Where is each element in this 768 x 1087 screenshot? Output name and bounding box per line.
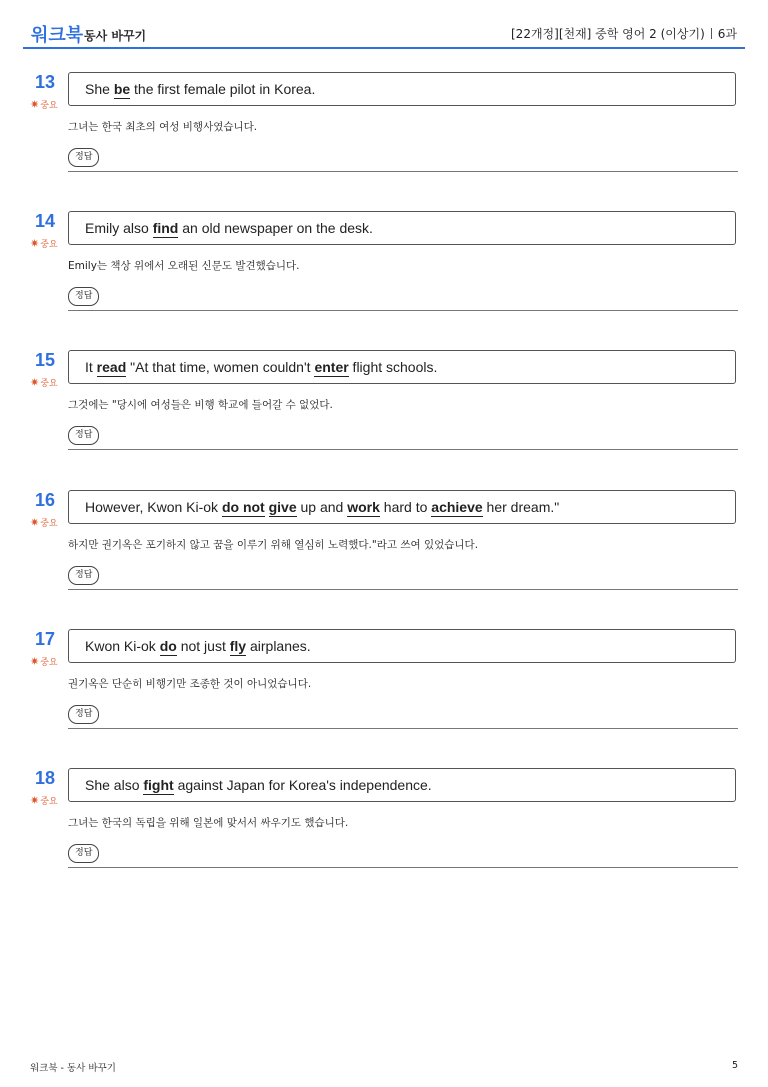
fire-icon: ✷ [30,98,40,111]
brand-title: 워크북 [31,25,84,46]
divider [68,589,738,590]
sentence-box: Kwon Ki-ok do not just fly airplanes. [68,629,736,663]
korean-translation: 그녀는 한국의 독립을 위해 일본에 맞서서 싸우기도 했습니다. [68,817,349,829]
important-label: 중요 [40,101,58,111]
question-item [28,350,738,450]
target-verb: do not [221,499,265,515]
target-verb: fight [143,777,174,793]
question-item [28,211,738,311]
divider [711,28,712,39]
target-verb: read [96,359,127,375]
important-label: 중요 [40,797,58,807]
fire-icon: ✷ [30,655,40,668]
question-item [28,490,738,590]
korean-translation: Emily는 책상 위에서 오래된 신문도 발견했습니다. [68,260,300,272]
important-badge [30,376,58,389]
answer-button[interactable]: 정답 [68,148,99,167]
question-number: 18 [34,768,56,788]
divider [68,728,738,729]
sentence-box: It read "At that time, women couldn't enter flight schools. [68,350,736,384]
question-item [28,629,738,729]
important-badge [30,98,58,111]
important-label: 중요 [40,240,58,250]
answer-button[interactable]: 정답 [68,287,99,306]
sentence-box: Emily also find an old newspaper on the desk. [68,211,736,245]
target-verb: enter [314,359,349,375]
answer-button[interactable]: 정답 [68,566,99,585]
target-verb: find [152,220,179,236]
important-label: 중요 [40,519,58,529]
korean-translation: 하지만 권기옥은 포기하지 않고 꿈을 이루기 위해 열심히 노력했다."라고 쓰여 있었습니다. [68,539,479,551]
question-item [28,768,738,868]
sentence-box: However, Kwon Ki-ok do not give up and work hard to achieve her dream." [68,490,736,524]
target-verb: do [159,638,177,654]
sentence-box: She be the first female pilot in Korea. [68,72,736,106]
important-badge [30,516,58,529]
important-badge [30,794,58,807]
sentence-box: She also fight against Japan for Korea's independence. [68,768,736,802]
page-number: 5 [731,1060,738,1071]
answer-button[interactable]: 정답 [68,844,99,863]
question-number: 16 [34,490,56,510]
important-label: 중요 [40,658,58,668]
lesson-number: 6과 [717,27,737,41]
answer-button[interactable]: 정답 [68,426,99,445]
answer-button[interactable]: 정답 [68,705,99,724]
divider [68,310,738,311]
target-verb: be [113,81,131,97]
page-header [23,0,745,49]
korean-translation: 그것에는 "당시에 여성들은 비행 학교에 들어갈 수 없었다. [68,399,333,411]
korean-translation: 그녀는 한국 최초의 여성 비행사였습니다. [68,121,258,133]
target-verb: work [347,499,380,515]
question-number: 13 [34,72,56,92]
question-number: 14 [34,211,56,231]
fire-icon: ✷ [30,237,40,250]
footer-title: 워크북 - 동사 바꾸기 [30,1063,116,1074]
divider [68,867,738,868]
target-verb: give [268,499,297,515]
question-item [28,72,738,172]
important-badge [30,237,58,250]
divider [68,449,738,450]
divider [68,171,738,172]
fire-icon: ✷ [30,516,40,529]
question-number: 15 [34,350,56,370]
fire-icon: ✷ [30,794,40,807]
target-verb: fly [229,638,247,654]
target-verb: achieve [431,499,483,515]
course-name: [22개정][천재] 중학 영어 2 (이상기) [511,27,705,41]
korean-translation: 권기옥은 단순히 비행기만 조종한 것이 아니었습니다. [68,678,312,690]
course-info [511,25,737,42]
fire-icon: ✷ [30,376,40,389]
important-label: 중요 [40,379,58,389]
question-number: 17 [34,629,56,649]
important-badge [30,655,58,668]
worksheet-subtitle: 동사 바꾸기 [84,29,147,43]
